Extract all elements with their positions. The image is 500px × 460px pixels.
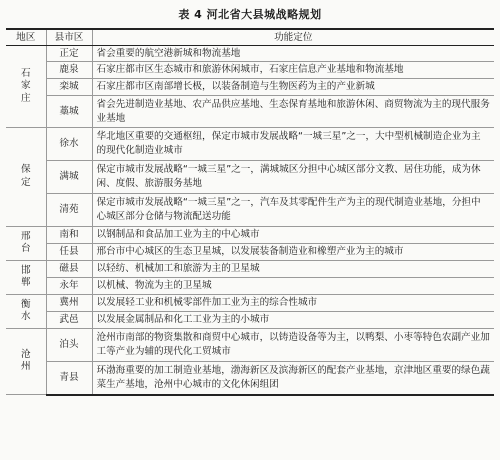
table-row: [6, 161, 494, 194]
region-cell: [6, 128, 46, 227]
region-cell: [6, 227, 46, 261]
county-cell: 鹿泉: [46, 62, 92, 79]
function-cell: 以发展金属制品和化工工业为主的小城市: [92, 312, 494, 329]
function-cell: 华北地区重要的交通枢纽，保定市城市发展战略“一城三星”之一，大中型机械制造企业为主的现代化制造业城市: [92, 128, 494, 161]
county-cell: 徐水: [46, 128, 92, 161]
header-function: 功能定位: [92, 29, 494, 46]
county-cell: 任县: [46, 244, 92, 261]
table-header-row: [6, 29, 494, 46]
function-cell: 以钢制品和食品加工业为主的中心城市: [92, 227, 494, 244]
county-cell: 正定: [46, 46, 92, 62]
region-cell: [6, 295, 46, 329]
table-row: [6, 194, 494, 227]
strategy-table: [6, 28, 494, 396]
table-row: [6, 362, 494, 395]
county-cell: 青县: [46, 362, 92, 395]
county-cell: 武邑: [46, 312, 92, 329]
header-region: 地区: [6, 29, 46, 46]
function-cell: 以发展轻工业和机械零部件加工业为主的综合性城市: [92, 295, 494, 312]
function-cell: 保定市城市发展战略“一城三星”之一，汽车及其零配件生产为主的现代制造业基地，分担中心城区部分仓储与物流配送功能: [92, 194, 494, 227]
county-cell: 磁县: [46, 261, 92, 278]
county-cell: 满城: [46, 161, 92, 194]
function-cell: 环渤海重要的加工制造业基地，渤海新区及滨海新区的配套产业基地，京津地区重要的绿色蔬菜生产基地，沧州中心城市的文化休闲组团: [92, 362, 494, 395]
county-cell: 清苑: [46, 194, 92, 227]
region-label: 保定: [20, 164, 31, 188]
county-cell: 栾城: [46, 79, 92, 96]
county-cell: 南和: [46, 227, 92, 244]
table-row: [6, 128, 494, 161]
region-cell: [6, 261, 46, 295]
header-city: 县市区: [46, 29, 92, 46]
function-cell: 沧州市南部的物资集散和商贸中心城市，以铸造设备等为主，以鸭梨、小枣等特色农副产业加工等产业为辅的现代化工贸城市: [92, 329, 494, 362]
region-label: 石家庄: [20, 67, 31, 104]
region-cell: [6, 46, 46, 128]
function-cell: 保定市城市发展战略“一城三星”之一，满城城区分担中心城区部分文教、居住功能，成为休闲、度假、旅游服务基地: [92, 161, 494, 194]
function-cell: 石家庄都市区南部增长极，以装备制造与生物医药为主的产业新城: [92, 79, 494, 96]
region-cell: [6, 329, 46, 395]
table-row: [6, 329, 494, 362]
table-caption: 表 4 河北省大县城战略规划: [178, 8, 322, 21]
function-cell: 以机械、物流为主的卫星城: [92, 278, 494, 295]
region-label: 衡水: [20, 298, 31, 323]
table-row: [6, 46, 494, 62]
region-label: 邢台: [20, 230, 31, 255]
table-row: [6, 227, 494, 244]
table-row: [6, 261, 494, 278]
county-cell: 泊头: [46, 329, 92, 362]
county-cell: 永年: [46, 278, 92, 295]
table-row: [6, 278, 494, 295]
table-row: [6, 312, 494, 329]
function-cell: 石家庄都市区生态城市和旅游休闲城市，石家庄信息产业基地和物流基地: [92, 62, 494, 79]
county-cell: 藁城: [46, 96, 92, 128]
table-row: [6, 79, 494, 96]
table-row: [6, 244, 494, 261]
table-row: [6, 62, 494, 79]
function-cell: 省会重要的航空港新城和物流基地: [92, 46, 494, 62]
table-row: [6, 96, 494, 128]
region-label: 沧州: [20, 348, 31, 373]
function-cell: 邢台市中心城区的生态卫星城，以发展装备制造业和橡塑产业为主的城市: [92, 244, 494, 261]
function-cell: 省会先进制造业基地、农产品供应基地、生态保育基地和旅游休闲、商贸物流为主的现代服务业基地: [92, 96, 494, 128]
county-cell: 冀州: [46, 295, 92, 312]
region-label: 邯郸: [20, 264, 31, 289]
table-row: [6, 295, 494, 312]
function-cell: 以轻纺、机械加工和旅游为主的卫星城: [92, 261, 494, 278]
